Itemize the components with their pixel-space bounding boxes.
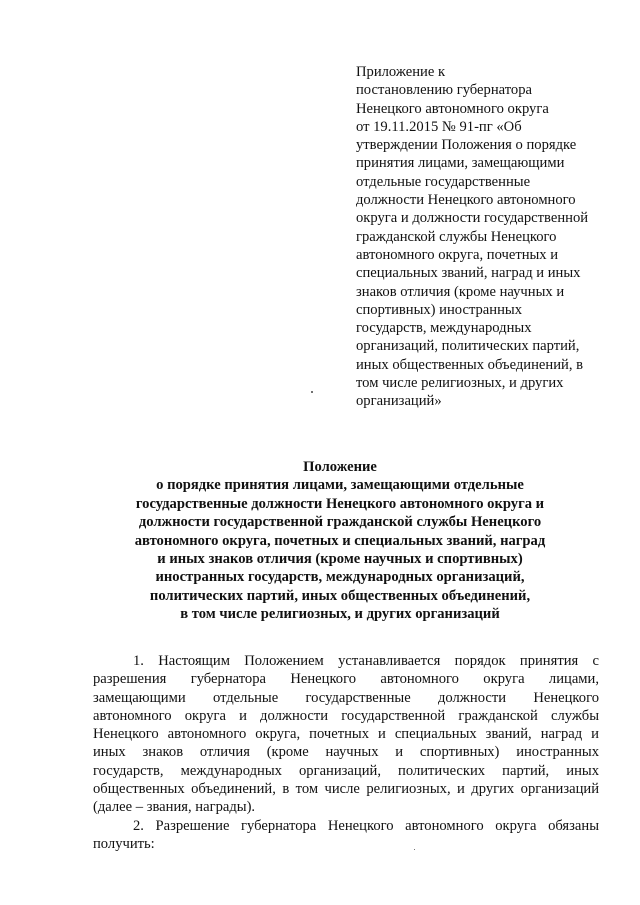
appendix-line: гражданской службы Ненецкого	[356, 228, 557, 245]
document-title	[100, 458, 580, 624]
paragraph-line: 1. Настоящим Положением устанавливается порядок принятия с	[133, 653, 599, 669]
appendix-line: спортивных) иностранных	[356, 301, 522, 318]
title-line: и иных знаков отличия (кроме научных и спортивных)	[157, 551, 523, 568]
paragraph-line: получить:	[93, 835, 155, 852]
title-line: иностранных государств, международных организаций,	[155, 569, 525, 586]
title-line: должности государственной гражданской службы Ненецкого	[138, 514, 542, 531]
title-heading: Положение	[303, 459, 377, 475]
appendix-line: Приложение к	[356, 64, 446, 80]
scan-speck	[311, 391, 313, 393]
appendix-line: автономного округа, почетных и	[356, 246, 559, 263]
paragraph-2	[93, 817, 599, 854]
appendix-line: должности Ненецкого автономного	[356, 192, 576, 209]
appendix-line: постановлению губернатора	[356, 82, 532, 99]
appendix-line: организаций, политических партий,	[356, 338, 580, 355]
paragraph-line: общественных объединений, в том числе религиозных, и других организаций	[93, 781, 599, 798]
title-line: в том числе религиозных, и других организаций	[180, 606, 500, 623]
appendix-line: специальных званий, наград и иных	[356, 265, 581, 282]
appendix-line: округа и должности государственной	[356, 210, 589, 227]
paragraph-line: автономного округа и должности государственной гражданской службы	[93, 707, 599, 724]
appendix-line: знаков отличия (кроме научных и	[356, 283, 565, 300]
document-body	[93, 652, 599, 853]
paragraph-1	[93, 652, 599, 817]
appendix-line: организаций»	[356, 393, 442, 410]
paragraph-line: 2. Разрешение губернатора Ненецкого автономного округа обязаны	[133, 817, 599, 834]
title-line: о порядке принятия лицами, замещающими отдельные	[156, 477, 524, 494]
paragraph-line: (далее – звания, награды).	[93, 799, 256, 816]
title-line: автономного округа, почетных и специальных званий, наград	[134, 532, 546, 549]
paragraph-line: иных знаков отличия (кроме научных и спортивных) иностранных	[93, 744, 599, 761]
title-line: государственные должности Ненецкого автономного округа и	[135, 495, 545, 512]
paragraph-line: замещающими отдельные государственные должности Ненецкого	[93, 689, 599, 706]
appendix-line: Ненецкого автономного округа	[356, 100, 549, 117]
appendix-header	[356, 63, 606, 411]
title-line: политических партий, иных общественных объединений,	[149, 587, 531, 604]
appendix-line: государств, международных	[356, 320, 532, 337]
appendix-line: иных общественных объединений, в	[356, 356, 584, 373]
appendix-line: отдельные государственные	[356, 173, 531, 190]
paragraph-line: разрешения губернатора Ненецкого автономного округа лицами,	[93, 671, 599, 688]
appendix-line: том числе религиозных, и других	[356, 375, 564, 392]
paragraph-line: Ненецкого автономного округа, почетных и специальных званий, наград и	[93, 726, 599, 743]
appendix-line: от 19.11.2015 № 91-пг «Об	[356, 118, 522, 135]
scan-speck	[414, 849, 415, 850]
appendix-line: принятия лицами, замещающими	[356, 155, 565, 172]
appendix-line: утверждении Положения о порядке	[356, 137, 577, 154]
paragraph-line: государств, международных организаций, политических партий, иных	[93, 762, 599, 779]
